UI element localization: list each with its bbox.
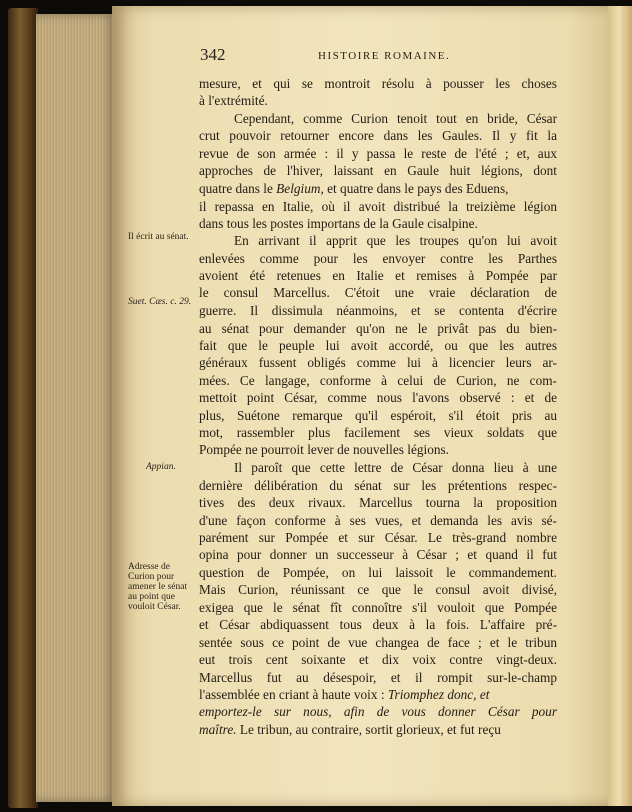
text-line xyxy=(199,721,557,738)
margin-note: Adresse de Curion pour amener le sénat au point que vouloit César. xyxy=(128,562,188,612)
text-line xyxy=(199,180,557,197)
italic-text: Belgium, xyxy=(276,181,324,196)
text-line: Cependant, comme Curion tenoit tout en bride, César xyxy=(234,111,557,126)
text-fragment: quatre dans le xyxy=(199,181,273,196)
text-line: exigea que le sénat fît connoître s'il vouloit que Pompée xyxy=(199,600,557,615)
page-edges xyxy=(36,14,116,802)
margin-note: Il écrit au sénat. xyxy=(128,232,189,242)
text-line: mot, rassembler plus facilement ses vieux soldats que xyxy=(199,425,557,440)
italic-text: emportez-le sur nous, afin de vous donner César pour xyxy=(199,704,557,719)
text-line: approches de l'hiver, laissant en Gaule huit légions, dont xyxy=(199,163,557,178)
text-line: enlevées comme pour les envoyer contre les Parthes xyxy=(199,251,557,266)
margin-note: Suet. Cæs. c. 29. xyxy=(128,297,192,307)
text-line: sentée sous ce point de vue changea de face ; et le tribun xyxy=(199,635,557,650)
margin-note: Appian. xyxy=(146,462,176,472)
page-header xyxy=(200,45,570,67)
text-line: avoient été retenues en Italie et remises à Pompée par xyxy=(199,268,557,283)
text-line: mettoit point César, comme nous l'avons observé : et de xyxy=(199,390,557,405)
text-line: généraux fussent obligés comme lui à licencier leurs ar- xyxy=(199,355,557,370)
text-line: crut pouvoir retourner encore dans les Gaules. Il y fit la xyxy=(199,128,557,143)
text-line: d'une façon conforme à ses vues, et demanda les avis sé- xyxy=(199,513,557,528)
text-line: et César abdiquassent tous deux à la fois. L'affaire pré- xyxy=(199,617,557,632)
text-line xyxy=(199,703,557,720)
text-line: opina pour donner un successeur à César ; et quand il fut xyxy=(199,547,557,562)
italic-text: Triomphez donc, et xyxy=(387,687,490,702)
text-line: à l'extrémité. xyxy=(199,93,268,108)
text-fragment: et quatre dans le pays des Eduens, xyxy=(327,181,509,196)
book-spine xyxy=(8,8,38,808)
text-line: mées. Ce langage, conforme à celui de Curion, ne com- xyxy=(199,373,557,388)
text-line: Mais Curion, réunissant ce que le consul avoit divisé, xyxy=(199,582,557,597)
text-line: question de Pompée, on lui laissoit le commandement. xyxy=(199,565,557,580)
text-line: au sénat pour demander qu'on ne le privât pas du bien- xyxy=(199,321,557,336)
text-line: Il paroît que cette lettre de César donna lieu à une xyxy=(234,460,557,475)
italic-text: maître. xyxy=(199,722,237,737)
text-line: Marcellus fut au désespoir, et il rompit sur-le-champ xyxy=(199,670,557,685)
text-line: revue de son armée : il y passa le reste de l'été ; et, aux xyxy=(199,146,557,161)
page-number: 342 xyxy=(200,45,226,64)
text-line: il repassa en Italie, où il avoit distribué la treizième légion xyxy=(199,199,557,214)
text-line: parément sur Pompée et sur César. Le très-grand nombre xyxy=(199,530,557,545)
text-line: fait que le peuple lui avoit accordé, ou que les autres xyxy=(199,338,557,353)
text-line: Pompée ne pourroit lever de nouvelles légions. xyxy=(199,442,449,457)
text-line: le consul Marcellus. C'étoit une vraie déclaration de xyxy=(199,285,557,300)
text-line: dans tous les postes importans de la Gaule cisalpine. xyxy=(199,216,478,231)
facing-page-edge xyxy=(608,6,632,806)
text-line: plus, Suétone remarque qu'il espéroit, s'il étoit pris au xyxy=(199,408,557,423)
text-fragment: Le tribun, au contraire, sortit glorieux, et fut reçu xyxy=(239,722,501,737)
text-line: tives des deux rivaux. Marcellus tourna la proposition xyxy=(199,495,557,510)
running-head: HISTOIRE ROMAINE. xyxy=(318,50,451,62)
text-line: guerre. Il dissimula néanmoins, et se contenta d'écrire xyxy=(199,303,557,318)
text-line: eut trois cent soixante et dix voix contre vingt-deux. xyxy=(199,652,557,667)
text-line: mesure, et qui se montroit résolu à pousser les choses xyxy=(199,76,557,91)
text-line xyxy=(199,686,557,703)
text-line: dernière délibération du sénat sur les prétentions respec- xyxy=(199,478,557,493)
text-line: En arrivant il apprit que les troupes qu'on lui avoit xyxy=(234,233,557,248)
text-fragment: l'assemblée en criant à haute voix : xyxy=(199,687,385,702)
